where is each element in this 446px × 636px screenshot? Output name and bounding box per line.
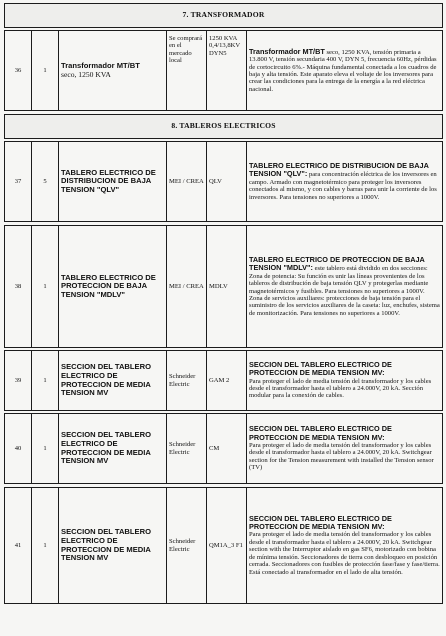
item-model: GAM 2 [207,351,247,411]
item-name-main: Transformador MT/BT [61,60,140,70]
equipment-table [4,3,443,604]
item-model: CM [207,414,247,484]
item-name-main: TABLERO ELECTRICO DE PROTECCION DE BAJA TENSION "MDLV" [61,272,156,299]
item-number: 37 [5,142,32,222]
description-body: Para proteger el lado de media tensión del transformador y los cables desde el transformador hasta el tablero a 24.000V, 20 kA. Sección modular para la conexión de cables. [249,377,432,400]
table-row [5,351,443,411]
description-body: Para proteger el lado de media tensión del transformador y los cables desde el transformador hasta el tablero a 24.000V, 20 kA. Switchgear section for the Tension measurement with installed the Tension sensor (TV) [249,441,434,472]
item-name [59,31,167,111]
description-title: TABLERO ELECTRICO DE DISTRIBUCION DE BAJA TENSION "QLV": [249,160,429,179]
item-quantity: 1 [32,351,59,411]
item-number: 39 [5,351,32,411]
item-maker: Schneider Electric [167,414,207,484]
item-quantity: 1 [32,488,59,604]
section-header-row [5,4,443,28]
description-title: SECCION DEL TABLERO ELECTRICO DE PROTECCION DE MEDIA TENSION MV: [249,513,392,532]
description-title: TABLERO ELECTRICO DE PROTECCION DE BAJA TENSION "MDLV": [249,254,425,273]
item-maker: MEI / CREA [167,226,207,348]
table-row [5,226,443,348]
item-name-main: SECCION DEL TABLERO ELECTRICO DE PROTECCION DE MEDIA TENSION MV [61,430,152,466]
item-model: QLV [207,142,247,222]
item-maker: Schneider Electric [167,351,207,411]
item-quantity: 1 [32,31,59,111]
item-name-main: TABLERO ELECTRICO DE DISTRIBUCION DE BAJA TENSION "QLV" [61,167,156,194]
item-description [247,351,443,411]
description-body: para concentración eléctrica de los inversores en campo. Armado con magnetotérmico para proteger los inversores conectados al mismo, y con cables y barras para unir la corriente de los inversores. Para tensiones no superiores a 1000V. [249,171,437,201]
description-body: Para proteger el lado de media tensión del transformador y los cables desde el transformador hasta el tablero a 24.000V, 20 kA. Switchgear section with the Interruptor aislado en gas SF6, motorizado con bobina de mínima tensión. Seccionadores de tierra con desbloqueo en posición cerrada. Seccionadores con fusibles de protección fase/fase y fase/tierra. Está conectado al transformador en el lado de alta tensión. [249,531,440,576]
item-description [247,31,443,111]
item-description [247,142,443,222]
item-model: QM1A_3 F1 [207,488,247,604]
section-title-panels: 8. TABLEROS ELECTRICOS [5,115,443,139]
item-name [59,351,167,411]
item-description [247,226,443,348]
description-body: este tablero está dividido en dos secciones: Zona de potencia: Su función es unir las líneas provenientes de los tableros de distribución de baja tensión QLV y protegerlas mediante magnetotérmicos y fusibles. Para tensiones no superiores a 1000V. [249,265,429,295]
item-name-sub: seco, 1250 KVA [61,69,111,79]
table-row [5,31,443,111]
item-number: 40 [5,414,32,484]
description-title: SECCION DEL TABLERO ELECTRICO DE PROTECCION DE MEDIA TENSION MV: [249,424,392,442]
item-description [247,488,443,604]
item-model: MDLV [207,226,247,348]
table-row [5,142,443,222]
item-maker: Se comprará en el mercado local [167,31,207,111]
item-name-main: SECCION DEL TABLERO ELECTRICO DE PROTECCION DE MEDIA TENSION MV [61,527,152,563]
table-row [5,488,443,604]
item-maker: MEI / CREA [167,142,207,222]
description-title: Transformador MT/BT [249,46,325,56]
item-model: 1250 KVA 0,4/13,8KV DYN5 [207,31,247,111]
item-name [59,142,167,222]
item-quantity: 1 [32,414,59,484]
item-number: 36 [5,31,32,111]
table-row [5,414,443,484]
item-name [59,414,167,484]
description-body-2: Zona de servicios auxiliares: protecciones de baja tensión para el suministro de los servicios auxiliares de la caseta: luz, enchufes, sistema de monitorización. Para tensiones no superiores a 1000V. [249,294,440,317]
section-header-row [5,115,443,139]
item-number: 38 [5,226,32,348]
description-title: SECCION DEL TABLERO ELECTRICO DE PROTECCION DE MEDIA TENSION MV: [249,360,392,378]
item-name [59,226,167,348]
item-description [247,414,443,484]
item-quantity: 1 [32,226,59,348]
item-number: 41 [5,488,32,604]
section-title-transformer: 7. TRANSFORMADOR [5,4,443,28]
item-name-main: SECCION DEL TABLERO ELECTRICO DE PROTECCION DE MEDIA TENSION MV [61,362,152,398]
item-name [59,488,167,604]
item-quantity: 5 [32,142,59,222]
item-maker: Schneider Electric [167,488,207,604]
description-body: seco, 1250 KVA, tensión primaria a 13.800 V, tensión secundaria 400 V, DYN 5, frecuencia 60Hz, pérdidas de cortocircuito 6%.- Máquina fundamental conectada a los cuadros de baja y alta tensión. Este aparato eleva el voltaje de los inversores para crear las condiciones para la entrega de la energía a la red eléctrica nacional. [249,48,437,93]
